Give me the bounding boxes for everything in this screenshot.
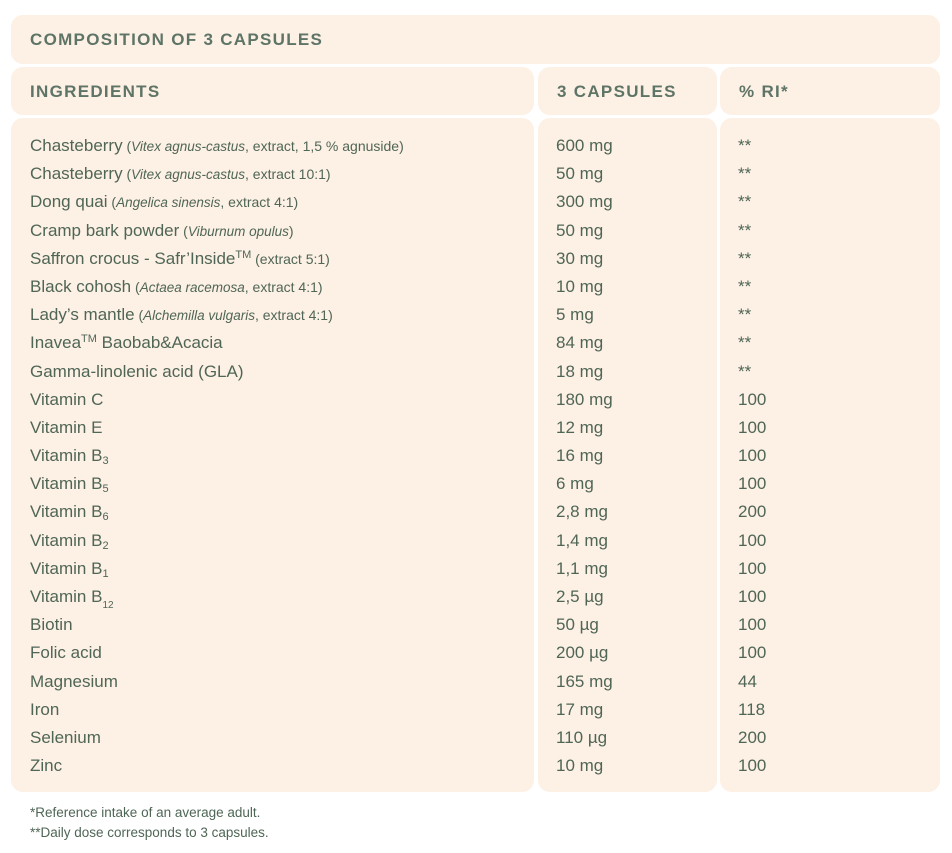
ri-cell: 100 — [738, 530, 767, 550]
footnote-reference-intake: *Reference intake of an average adult. — [30, 805, 261, 820]
amount-cell: 10 mg — [556, 276, 604, 296]
amount-cell: 12 mg — [556, 417, 604, 437]
ri-cell: 100 — [738, 615, 767, 635]
ingredient-cell — [11, 444, 534, 472]
ri-cell: ** — [738, 305, 752, 325]
amount-cell: 300 mg — [556, 192, 613, 212]
amount-cell: 5 mg — [556, 305, 594, 325]
ingredient-name: Chasteberry — [30, 136, 123, 155]
amount-cell: 50 mg — [556, 164, 604, 184]
amount-cell: 2,5 µg — [556, 587, 604, 606]
amount-cell: 6 mg — [556, 474, 594, 494]
ri-column — [720, 118, 940, 792]
amount-cell: 110 µg — [556, 727, 608, 747]
ingredient-name: Black cohosh — [30, 276, 132, 296]
vitamin-subscript: 12 — [102, 600, 114, 611]
ingredient-name: Biotin — [30, 615, 73, 635]
amount-cell: 50 mg — [556, 220, 604, 240]
vitamin-subscript: 5 — [102, 483, 109, 496]
amount-cell: 2,8 mg — [556, 502, 608, 522]
vitamin-subscript: 2 — [102, 539, 109, 552]
ingredient-cell — [11, 585, 534, 613]
ingredient-name: Folic acid — [30, 643, 102, 663]
ri-cell: ** — [738, 333, 752, 353]
ingredient-name: Gamma-linolenic acid (GLA) — [30, 361, 244, 381]
ingredient-cell — [11, 219, 534, 247]
ingredient-name-suffix: Baobab&Acacia — [96, 333, 223, 353]
ingredient-detail: , extract, 1,5 % agnuside) — [245, 138, 404, 154]
ingredient-name: Saffron crocus - Safr’Inside — [30, 248, 236, 268]
ingredient-cell — [11, 416, 534, 444]
ingredients-header — [11, 67, 534, 115]
ingredient-cell — [11, 360, 534, 388]
amount-cell: 84 mg — [556, 333, 604, 353]
ri-cell: ** — [738, 248, 752, 268]
ingredient-cell — [11, 247, 534, 275]
composition-title-panel — [11, 15, 940, 64]
ingredient-detail-open: (extract 5:1) — [251, 250, 330, 267]
ingredient-name: Vitamin B — [30, 502, 103, 522]
ri-cell: 100 — [738, 643, 767, 663]
vitamin-subscript: 6 — [102, 511, 109, 524]
ri-cell: 100 — [738, 756, 767, 776]
ingredient-name: Vitamin B — [30, 558, 103, 578]
ingredient-cell — [11, 275, 534, 303]
table-title: COMPOSITION OF 3 CAPSULES — [30, 30, 324, 49]
ingredient-cell — [11, 472, 534, 500]
amount-header — [538, 67, 717, 115]
ingredient-cell — [11, 557, 534, 585]
ingredient-name: Vitamin B — [30, 474, 103, 494]
ingredient-cell — [11, 388, 534, 416]
ri-cell: 200 — [738, 502, 767, 522]
ingredient-cell — [11, 162, 534, 190]
ingredient-detail: ) — [288, 222, 294, 239]
ingredient-name: Vitamin B — [30, 530, 103, 550]
amount-cell: 600 mg — [556, 136, 613, 155]
ingredient-detail: , extract 4:1) — [254, 307, 333, 324]
ingredient-name: Vitamin C — [30, 389, 104, 409]
ingredient-detail-open: ( — [122, 166, 132, 183]
ingredient-cell — [11, 613, 534, 641]
ingredient-detail-open: ( — [122, 138, 132, 154]
ri-cell: ** — [738, 361, 752, 381]
amount-list — [538, 134, 717, 782]
ri-cell: ** — [738, 164, 752, 184]
amount-cell: 10 mg — [556, 756, 604, 776]
ingredient-name: Lady’s mantle — [30, 305, 135, 325]
ingredient-name: Vitamin E — [30, 417, 103, 437]
ri-cell: 100 — [738, 446, 767, 466]
ri-cell: 100 — [738, 474, 767, 494]
amount-cell: 165 mg — [556, 671, 613, 691]
ingredient-name: Inavea — [30, 333, 82, 353]
ingredient-name: Vitamin B — [30, 587, 103, 606]
ri-cell: 100 — [738, 389, 767, 409]
ri-cell: 100 — [738, 587, 767, 606]
ri-cell: 200 — [738, 727, 767, 747]
ingredient-name: Magnesium — [30, 671, 118, 691]
ri-header-label: % RI* — [739, 82, 789, 101]
ingredient-latin-name: Vitex agnus-castus — [131, 139, 245, 154]
trademark-mark: TM — [235, 248, 252, 261]
ingredient-latin-name: Viburnum opulus — [187, 223, 289, 239]
ingredient-detail-open: ( — [107, 194, 117, 211]
ingredient-name: Cramp bark powder — [30, 220, 180, 240]
ri-cell: ** — [738, 192, 752, 212]
amount-cell: 16 mg — [556, 446, 604, 466]
ingredient-name: Vitamin B — [30, 446, 103, 466]
ingredient-cell — [11, 500, 534, 528]
ingredients-list — [11, 134, 534, 782]
ingredient-cell — [11, 529, 534, 557]
ingredient-cell — [11, 698, 534, 726]
ingredient-cell — [11, 641, 534, 669]
ingredients-column — [11, 118, 534, 792]
footnote-daily-dose: **Daily dose corresponds to 3 capsules. — [30, 825, 269, 840]
ingredient-detail-open: ( — [131, 278, 140, 295]
amount-cell: 50 µg — [556, 615, 599, 635]
ingredient-detail: , extract 4:1) — [220, 194, 299, 211]
trademark-mark: TM — [81, 333, 97, 346]
vitamin-subscript: 1 — [102, 567, 109, 580]
amount-cell: 1,1 mg — [556, 558, 608, 578]
ingredient-name: Iron — [30, 699, 60, 719]
ri-cell: ** — [738, 276, 752, 296]
ingredient-latin-name: Alchemilla vulgaris — [143, 308, 255, 324]
ri-cell: 118 — [738, 699, 766, 719]
amount-cell: 200 µg — [556, 643, 609, 663]
ingredient-name: Selenium — [30, 727, 101, 747]
amount-cell: 18 mg — [556, 361, 604, 381]
amount-cell: 180 mg — [556, 389, 613, 409]
ingredient-cell — [11, 670, 534, 698]
ingredient-name: Dong quai — [30, 192, 108, 212]
ri-cell: ** — [738, 220, 752, 240]
ingredient-detail-open: ( — [179, 222, 188, 239]
footnotes — [30, 803, 269, 843]
ri-cell: 100 — [738, 417, 767, 437]
ingredient-detail-open: ( — [134, 307, 144, 324]
ingredient-cell — [11, 726, 534, 754]
vitamin-subscript: 3 — [102, 455, 109, 468]
amount-column — [538, 118, 717, 792]
amount-header-label: 3 CAPSULES — [557, 82, 677, 101]
ri-cell: 44 — [738, 671, 757, 691]
amount-cell: 1,4 mg — [556, 530, 608, 550]
ingredient-detail: , extract 4:1) — [244, 278, 323, 295]
ingredient-cell — [11, 331, 534, 359]
ingredient-latin-name: Angelica sinensis — [116, 195, 221, 211]
ingredient-name: Zinc — [30, 756, 63, 776]
amount-cell: 30 mg — [556, 248, 604, 268]
ingredient-latin-name: Actaea racemosa — [139, 279, 245, 295]
ingredient-cell — [11, 134, 534, 162]
ingredient-cell — [11, 303, 534, 331]
ri-header — [720, 67, 940, 115]
ri-cell: ** — [738, 136, 752, 155]
ri-cell: 100 — [738, 558, 767, 578]
ingredients-header-label: INGREDIENTS — [30, 82, 161, 101]
ingredient-cell — [11, 754, 534, 782]
ingredient-name: Chasteberry — [30, 164, 123, 184]
amount-cell: 17 mg — [556, 699, 604, 719]
ri-list — [720, 134, 940, 782]
ingredient-cell — [11, 190, 534, 218]
ingredient-detail: , extract 10:1) — [245, 166, 331, 183]
ingredient-latin-name: Vitex agnus-castus — [131, 167, 245, 183]
